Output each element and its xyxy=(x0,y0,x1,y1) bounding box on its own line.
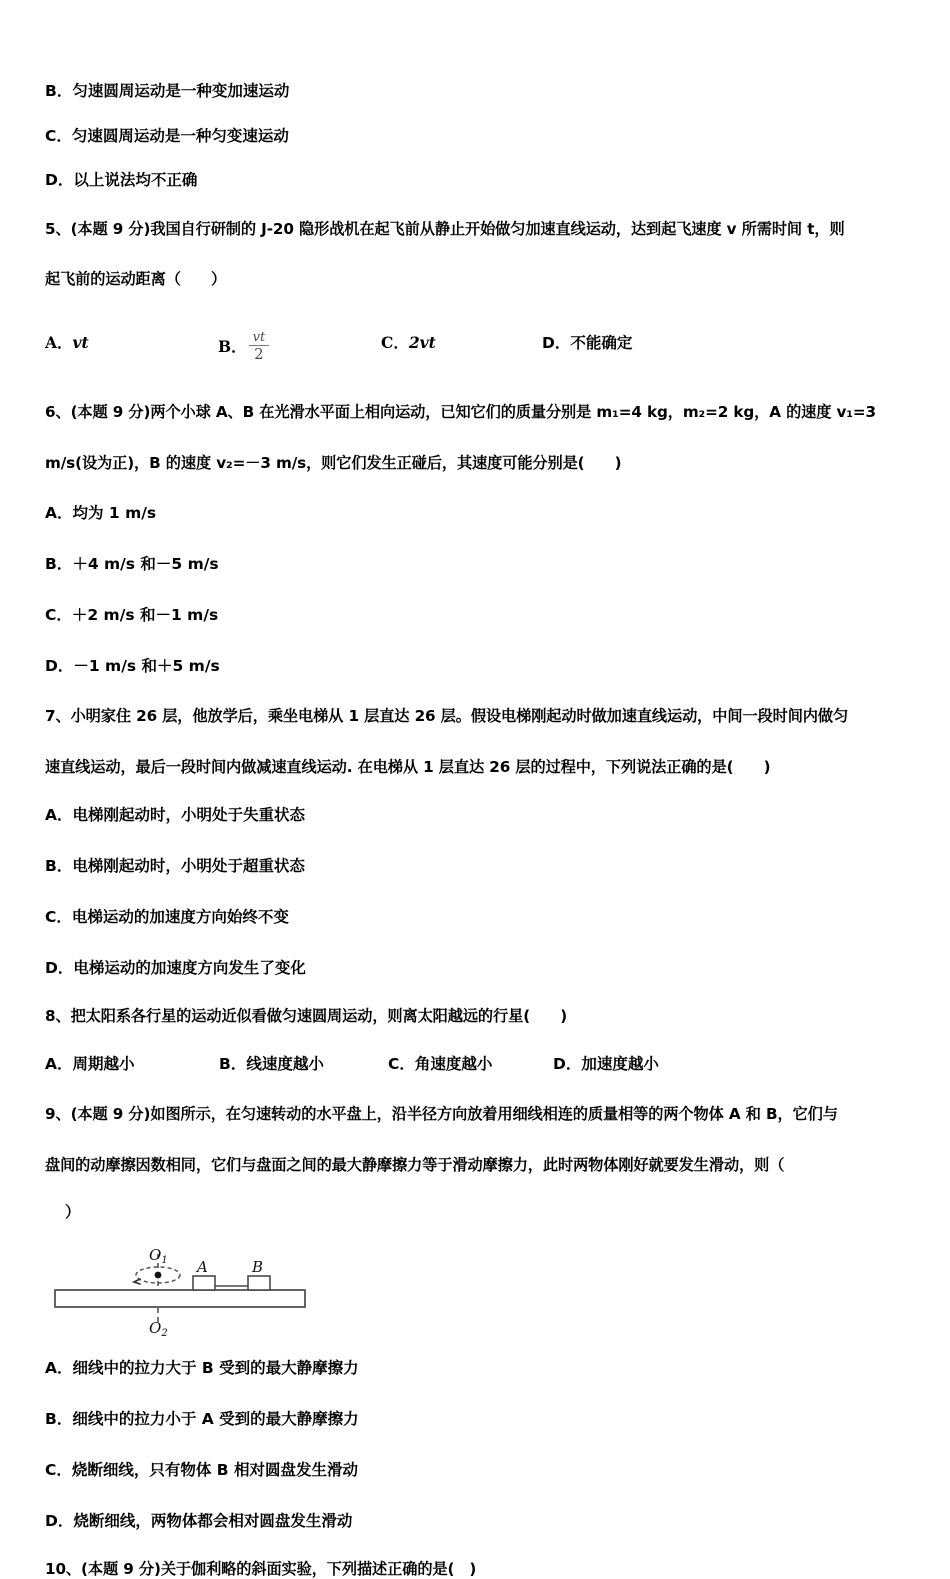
question-8-option-a: A．周期越小 xyxy=(45,1054,135,1073)
question-5-option-a-value: vt xyxy=(72,332,89,352)
question-9-figure xyxy=(45,1238,917,1342)
fraction-vt-over-2 xyxy=(249,331,270,363)
question-7-stem-text-1: 小明家住 26 层，他放学后，乘坐电梯从 1 层直达 26 层。假设电梯刚起动时做加速直线运动，中间一段时间内做匀 xyxy=(70,706,849,725)
question-5-option-c xyxy=(381,331,436,353)
axis-center-dot xyxy=(155,1271,162,1278)
question-9-option-b: B．细线中的拉力小于 A 受到的最大静摩擦力 xyxy=(45,1409,359,1428)
rotation-arrow-icon xyxy=(134,1279,140,1284)
question-9-points: (本题 9 分) xyxy=(70,1104,151,1123)
question-5-options-row xyxy=(45,329,917,364)
carryover-option-b-text: B．匀速圆周运动是一种变加速运动 xyxy=(45,82,290,100)
question-9-option-c: C．烧断细线，只有物体 B 相对圆盘发生滑动 xyxy=(45,1460,358,1479)
question-5-option-b-label: B． xyxy=(218,336,247,356)
question-6-option-d: D．－1 m/s 和＋5 m/s xyxy=(45,656,220,675)
question-5-number: 5、 xyxy=(45,219,71,238)
carryover-option-d xyxy=(45,173,917,189)
question-7-stem-line-1 xyxy=(45,705,917,726)
block-a-shape xyxy=(193,1276,215,1290)
question-5-option-c-label: C． xyxy=(381,332,409,352)
question-6-option-a: A．均为 1 m/s xyxy=(45,503,157,522)
question-8 xyxy=(45,1005,917,1076)
question-9 xyxy=(45,1103,917,1531)
figure-label-o1: $O_1$ xyxy=(149,1245,168,1266)
page-body-column xyxy=(45,84,917,1579)
question-7-number: 7、 xyxy=(45,706,71,725)
fraction-numerator: vt xyxy=(252,329,266,345)
question-5-stem-line-2: 起飞前的运动距离（ ） xyxy=(45,269,227,288)
question-6-number: 6、 xyxy=(45,402,71,421)
fraction-denominator: 2 xyxy=(254,345,264,364)
horizontal-disk-plate xyxy=(55,1290,305,1307)
question-9-number: 9、 xyxy=(45,1104,71,1123)
question-10-stem-line-1 xyxy=(45,1558,917,1579)
question-5-option-c-value: 2vt xyxy=(408,332,436,352)
carryover-option-b xyxy=(45,84,917,100)
question-7-option-c: C．电梯运动的加速度方向始终不变 xyxy=(45,907,289,926)
question-5-points: (本题 9 分) xyxy=(70,219,151,238)
question-6-stem-text-1: 两个小球 A、B 在光滑水平面上相向运动，已知它们的质量分别是 m₁=4 kg，m₂=2 kg，A 的速度 v₁=3 xyxy=(150,402,876,421)
question-9-stem-line-1 xyxy=(45,1103,917,1124)
question-8-option-d: D．加速度越小 xyxy=(553,1054,659,1073)
question-8-options-row xyxy=(45,1052,917,1076)
rotating-disk-diagram xyxy=(45,1238,325,1338)
question-9-stem-line-3: ） xyxy=(65,1202,81,1221)
question-7 xyxy=(45,705,917,978)
question-8-stem-text-1: 把太阳系各行星的运动近似看做匀速圆周运动，则离太阳越远的行星( ) xyxy=(70,1006,568,1025)
question-10-number: 10、 xyxy=(45,1559,82,1578)
question-5-option-d-label: D． xyxy=(542,333,571,352)
question-9-stem-line-2: 盘间的动摩擦因数相同，它们与盘面之间的最大静摩擦力等于滑动摩擦力，此时两物体刚好就要发生滑动，则（ xyxy=(45,1155,785,1174)
question-10-points: (本题 9 分) xyxy=(81,1559,161,1578)
question-7-option-b: B．电梯刚起动时，小明处于超重状态 xyxy=(45,856,305,875)
question-7-option-d: D．电梯运动的加速度方向发生了变化 xyxy=(45,958,306,977)
question-5 xyxy=(45,218,917,364)
question-9-stem-text-1: 如图所示，在匀速转动的水平盘上，沿半径方向放着用细线相连的质量相等的两个物体 A 和 B，它们与 xyxy=(150,1104,838,1123)
question-5-stem-text-1: 我国自行研制的 J-20 隐形战机在起飞前从静止开始做匀加速直线运动，达到起飞速度 v 所需时间 t，则 xyxy=(150,219,845,238)
question-5-option-a-label: A． xyxy=(45,332,73,352)
question-6 xyxy=(45,401,917,676)
question-9-option-d: D．烧断细线，两物体都会相对圆盘发生滑动 xyxy=(45,1511,353,1530)
question-7-stem-line-2: 速直线运动，最后一段时间内做减速直线运动. 在电梯从 1 层直达 26 层的过程中，下列说法正确的是( ) xyxy=(45,757,771,776)
question-6-option-c: C．＋2 m/s 和－1 m/s xyxy=(45,605,219,624)
question-5-option-a xyxy=(45,331,89,353)
question-8-option-c: C．角速度越小 xyxy=(388,1054,493,1073)
figure-label-b: B xyxy=(252,1257,264,1276)
question-7-option-a: A．电梯刚起动时，小明处于失重状态 xyxy=(45,805,305,824)
block-b-shape xyxy=(248,1276,270,1290)
question-10 xyxy=(45,1558,917,1579)
carryover-option-c-text: C．匀速圆周运动是一种匀变速运动 xyxy=(45,126,289,145)
carryover-option-c xyxy=(45,126,917,145)
question-6-stem-line-1 xyxy=(45,401,917,422)
figure-label-a: A xyxy=(197,1257,208,1276)
question-5-option-b xyxy=(218,331,271,363)
question-6-points: (本题 9 分) xyxy=(70,402,151,421)
question-8-number: 8、 xyxy=(45,1006,71,1025)
question-9-option-a: A．细线中的拉力大于 B 受到的最大静摩擦力 xyxy=(45,1358,359,1377)
question-8-option-b: B．线速度越小 xyxy=(219,1054,324,1073)
carryover-option-d-text: D．以上说法均不正确 xyxy=(45,171,198,189)
question-5-option-d-value: 不能确定 xyxy=(570,333,633,352)
question-5-option-d xyxy=(542,331,632,353)
question-8-stem-line-1 xyxy=(45,1005,917,1026)
question-10-stem-text-1: 关于伽利略的斜面实验，下列描述正确的是( ) xyxy=(160,1559,477,1578)
question-5-stem-line-1 xyxy=(45,218,917,239)
question-6-option-b: B．＋4 m/s 和－5 m/s xyxy=(45,554,219,573)
figure-label-o2: $O_2$ xyxy=(149,1318,168,1338)
question-6-stem-line-2: m/s(设为正)，B 的速度 v₂=－3 m/s，则它们发生正碰后，其速度可能分别是( ) xyxy=(45,453,622,472)
